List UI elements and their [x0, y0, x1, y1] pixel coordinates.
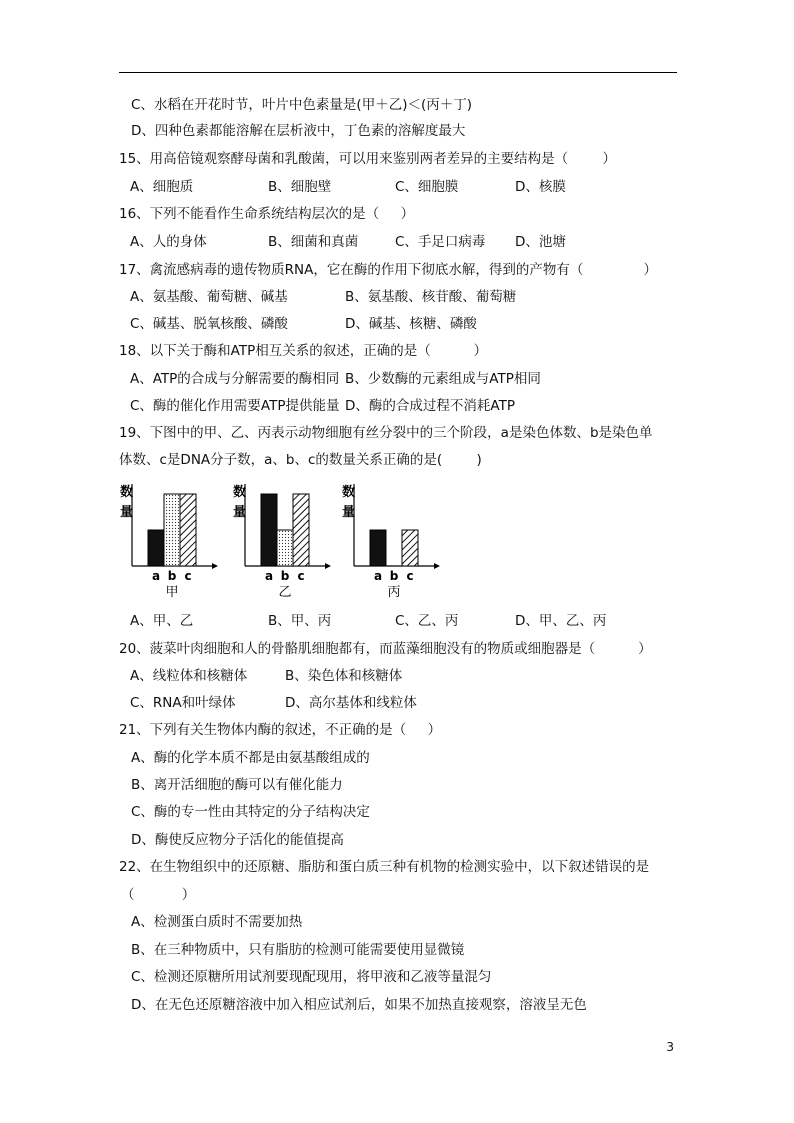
- option-item: C、细胞膜: [395, 179, 459, 195]
- option-item: D、甲、乙、丙: [515, 613, 607, 629]
- text-line: C、水稻在开花时节，叶片中色素量是(甲＋乙)＜(丙＋丁): [131, 97, 472, 113]
- option-item: C、手足口病毒: [395, 234, 486, 250]
- text-line: B、离开活细胞的酶可以有催化能力: [131, 777, 343, 793]
- option-item: C、乙、丙: [395, 613, 459, 629]
- x-axis-arrow: [212, 563, 218, 569]
- page-number: 3: [666, 1040, 674, 1054]
- text-line: D、四种色素都能溶解在层析液中，丁色素的溶解度最大: [131, 123, 466, 139]
- y-axis-label: 量: [233, 505, 247, 520]
- chart-title: 丙: [387, 585, 401, 600]
- text-line: 15、用高倍镜观察酵母菌和乳酸菌，可以用来鉴别两者差异的主要结构是（ ）: [119, 151, 617, 167]
- text-line: 16、下列不能看作生命系统结构层次的是（ ）: [119, 206, 415, 222]
- option-item: A、ATP的合成与分解需要的酶相同: [130, 371, 340, 387]
- text-line: 体数、c是DNA分子数，a、b、c的数量关系正确的是( ): [119, 452, 482, 468]
- bar-c: [402, 530, 418, 566]
- option-item: A、甲、乙: [130, 613, 194, 629]
- y-axis-label: 数: [120, 485, 134, 500]
- option-item: B、细菌和真菌: [268, 234, 359, 250]
- bar-b: [164, 494, 180, 566]
- option-item: C、RNA和叶绿体: [130, 695, 236, 711]
- x-tick-label: b: [167, 569, 177, 583]
- option-item: B、氨基酸、核苷酸、葡萄糖: [345, 289, 517, 305]
- text-line: C、酶的专一性由其特定的分子结构决定: [131, 804, 370, 820]
- y-axis-label: 数: [233, 485, 247, 500]
- option-item: C、碱基、脱氧核酸、磷酸: [130, 316, 288, 332]
- x-tick-label: c: [184, 569, 192, 583]
- text-line: A、酶的化学本质不都是由氨基酸组成的: [131, 750, 370, 766]
- chart-title: 乙: [278, 585, 292, 600]
- x-axis-arrow: [325, 563, 331, 569]
- header-rule: [119, 72, 677, 73]
- bar-chart-1: [120, 482, 230, 606]
- text-line: B、在三种物质中，只有脂肪的检测可能需要使用显微镜: [131, 942, 465, 958]
- chart-title: 甲: [165, 585, 179, 600]
- x-tick-label: b: [389, 569, 399, 583]
- text-line: D、在无色还原糖溶液中加入相应试剂后，如果不加热直接观察，溶液呈无色: [131, 997, 587, 1013]
- option-item: D、高尔基体和线粒体: [285, 695, 417, 711]
- y-axis-label: 量: [120, 505, 134, 520]
- x-tick-label: b: [280, 569, 290, 583]
- option-item: D、酶的合成过程不消耗ATP: [345, 398, 515, 414]
- bar-chart-2: [233, 482, 343, 606]
- option-item: D、碱基、核糖、磷酸: [345, 316, 477, 332]
- bar-c: [293, 494, 309, 566]
- y-axis-label: 量: [342, 505, 356, 520]
- option-item: D、核膜: [515, 179, 566, 195]
- bar-b: [277, 530, 293, 566]
- bar-chart-3: [342, 482, 452, 606]
- option-item: B、染色体和核糖体: [285, 668, 403, 684]
- option-item: B、细胞壁: [268, 179, 332, 195]
- x-tick-label: a: [151, 569, 161, 583]
- x-tick-label: a: [373, 569, 383, 583]
- x-axis-arrow: [434, 563, 440, 569]
- text-line: 21、下列有关生物体内酶的叙述，不正确的是（ ）: [119, 722, 442, 738]
- bar-a: [261, 494, 277, 566]
- x-tick-label: c: [297, 569, 305, 583]
- text-line: A、检测蛋白质时不需要加热: [131, 914, 303, 930]
- bar-a: [370, 530, 386, 566]
- option-item: A、人的身体: [130, 234, 207, 250]
- text-line: 17、禽流感病毒的遗传物质RNA，它在酶的作用下彻底水解，得到的产物有（ ）: [119, 262, 657, 278]
- text-line: （ ）: [121, 887, 196, 903]
- option-item: D、池塘: [515, 234, 566, 250]
- text-line: C、检测还原糖所用试剂要现配现用，将甲液和乙液等量混匀: [131, 969, 492, 985]
- text-line: 22、在生物组织中的还原糖、脂肪和蛋白质三种有机物的检测实验中，以下叙述错误的是: [119, 859, 650, 875]
- x-tick-label: a: [264, 569, 274, 583]
- option-item: A、细胞质: [130, 179, 194, 195]
- option-item: B、少数酶的元素组成与ATP相同: [345, 371, 541, 387]
- y-axis-label: 数: [342, 485, 356, 500]
- text-line: 20、菠菜叶肉细胞和人的骨骼肌细胞都有，而蓝藻细胞没有的物质或细胞器是（ ）: [119, 641, 652, 657]
- text-line: 18、以下关于酶和ATP相互关系的叙述，正确的是（ ）: [119, 343, 488, 359]
- option-item: B、甲、丙: [268, 613, 332, 629]
- option-item: C、酶的催化作用需要ATP提供能量: [130, 398, 340, 414]
- option-item: A、氨基酸、葡萄糖、碱基: [130, 289, 288, 305]
- text-line: D、酶使反应物分子活化的能值提高: [131, 832, 344, 848]
- option-item: A、线粒体和核糖体: [130, 668, 248, 684]
- bar-c: [180, 494, 196, 566]
- bar-a: [148, 530, 164, 566]
- x-tick-label: c: [406, 569, 414, 583]
- text-line: 19、下图中的甲、乙、丙表示动物细胞有丝分裂中的三个阶段，a是染色体数、b是染色单: [119, 425, 653, 441]
